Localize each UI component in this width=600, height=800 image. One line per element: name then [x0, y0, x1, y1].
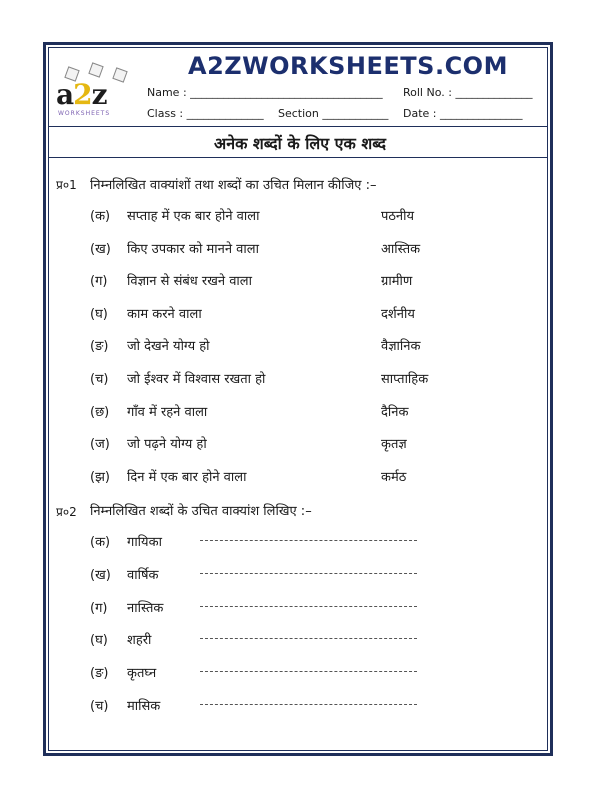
answer-row — [0, 696, 600, 720]
logo-wordmark: a2z — [56, 78, 107, 111]
answer-row — [0, 565, 600, 589]
match-row — [0, 271, 600, 295]
item-word: मासिक — [127, 699, 161, 714]
item-number: (क) — [90, 209, 111, 224]
answer-blank-line[interactable] — [200, 606, 417, 607]
class-field: Class : ______________ — [147, 107, 264, 120]
site-title: A2ZWORKSHEETS.COM — [188, 52, 508, 80]
match-row — [0, 467, 600, 491]
item-word: शहरी — [127, 633, 152, 649]
item-phrase: दिन में एक बार होने वाला — [127, 469, 247, 485]
item-number: (ज) — [90, 437, 110, 453]
item-match-word: ग्रामीण — [381, 274, 413, 290]
match-row — [0, 304, 600, 328]
match-row — [0, 369, 600, 393]
item-word: गायिका — [127, 535, 162, 550]
item-word: नास्तिक — [127, 600, 164, 616]
answer-row — [0, 598, 600, 622]
question-1-instruction: निम्नलिखित वाक्यांशों तथा शब्दों का उचित मिलान कीजिए :– — [90, 178, 377, 193]
name-field: Name : ___________________________________ — [147, 86, 383, 99]
item-number: (घ) — [90, 306, 108, 322]
answer-blank-line[interactable] — [200, 704, 417, 705]
match-row — [0, 206, 600, 230]
item-number: (घ) — [90, 633, 108, 649]
match-row — [0, 402, 600, 426]
worksheet-title: अनेक शब्दों के लिए एक शब्द — [213, 134, 387, 153]
header-divider — [48, 126, 548, 127]
roll-field: Roll No. : ______________ — [403, 86, 533, 99]
item-number: (ख) — [90, 241, 111, 257]
item-phrase: सप्ताह में एक बार होने वाला — [127, 209, 260, 224]
item-phrase: गाँव में रहने वाला — [127, 404, 208, 420]
item-word: वार्षिक — [127, 567, 159, 583]
item-number: (ङ) — [90, 339, 109, 355]
item-phrase: विज्ञान से संबंध रखने वाला — [127, 274, 252, 290]
answer-blank-line[interactable] — [200, 540, 417, 541]
item-match-word: पठनीय — [381, 209, 415, 224]
cube-icon — [112, 67, 127, 82]
answer-row — [0, 630, 600, 654]
item-number: (ङ) — [90, 666, 109, 682]
item-match-word: आस्तिक — [381, 241, 421, 257]
item-phrase: जो देखने योग्य हो — [127, 339, 210, 355]
answer-blank-line[interactable] — [200, 638, 417, 639]
item-number: (ख) — [90, 567, 111, 583]
item-match-word: कृतज्ञ — [381, 437, 407, 453]
section-field: Section ____________ — [278, 107, 389, 120]
match-row — [0, 336, 600, 360]
item-phrase: जो ईश्वर में विश्वास रखता हो — [127, 372, 266, 387]
item-word: कृतघ्न — [127, 666, 157, 682]
item-number: (च) — [90, 372, 109, 387]
item-number: (छ) — [90, 404, 110, 420]
item-match-word: साप्ताहिक — [381, 372, 429, 387]
item-phrase: काम करने वाला — [127, 306, 202, 322]
item-number: (क) — [90, 535, 111, 550]
answer-blank-line[interactable] — [200, 573, 417, 574]
title-divider — [48, 157, 548, 158]
a2z-logo — [56, 66, 136, 122]
answer-row — [0, 532, 600, 556]
logo-subtitle: WORKSHEETS — [58, 110, 111, 117]
question-1-label: प्र०1 — [56, 178, 77, 192]
question-2-label: प्र०2 — [56, 505, 77, 519]
item-number: (झ) — [90, 469, 110, 485]
item-number: (ग) — [90, 274, 108, 290]
date-field: Date : _______________ — [403, 107, 523, 120]
question-2-instruction: निम्नलिखित शब्दों के उचित वाक्यांश लिखिए :– — [90, 504, 312, 519]
item-match-word: दर्शनीय — [381, 306, 415, 322]
item-phrase: किए उपकार को मानने वाला — [127, 241, 259, 257]
item-number: (ग) — [90, 600, 108, 616]
item-match-word: वैज्ञानिक — [381, 339, 421, 355]
answer-row — [0, 663, 600, 687]
match-row — [0, 434, 600, 458]
cube-icon — [88, 62, 103, 77]
answer-blank-line[interactable] — [200, 671, 417, 672]
match-row — [0, 239, 600, 263]
item-match-word: दैनिक — [381, 404, 409, 420]
item-match-word: कर्मठ — [381, 469, 407, 485]
item-phrase: जो पढ़ने योग्य हो — [127, 437, 207, 453]
item-number: (च) — [90, 699, 109, 714]
